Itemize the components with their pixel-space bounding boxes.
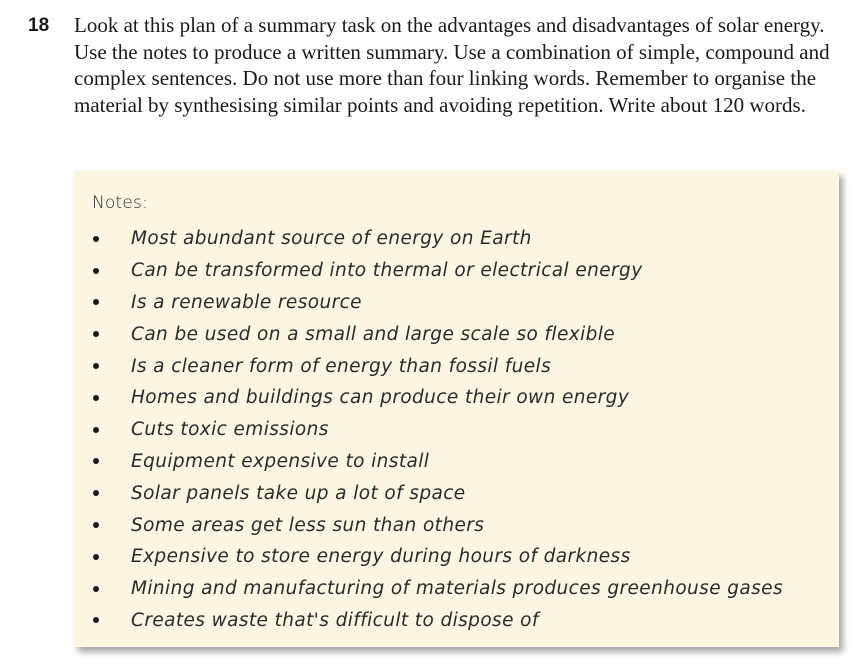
- bullet-icon: [93, 395, 99, 401]
- note-text: Creates waste that's difficult to dispose of: [131, 609, 539, 631]
- bullet-icon: [93, 236, 99, 242]
- bullet-icon: [93, 554, 99, 560]
- bullet-icon: [93, 617, 99, 623]
- list-item: [88, 255, 783, 287]
- bullet-icon: [93, 268, 99, 274]
- question-number: 18: [28, 15, 50, 36]
- notes-card: [74, 171, 839, 647]
- note-text: Some areas get less sun than others: [131, 514, 485, 536]
- list-item: [88, 605, 783, 637]
- note-text: Mining and manufacturing of materials produces greenhouse gases: [131, 578, 784, 600]
- bullet-icon: [93, 522, 99, 528]
- notes-list: [88, 223, 783, 636]
- note-text: Cuts toxic emissions: [131, 419, 329, 441]
- list-item: [88, 541, 783, 573]
- list-item: [88, 446, 783, 478]
- bullet-icon: [93, 586, 99, 592]
- question-instructions: Look at this plan of a summary task on the advantages and disadvantages of solar energy. Use the notes to produce a written summary. Use a combination of simple, compound and complex sentences. Do not use more than four linking words. Remember to organise the material by synthesising similar points and avoiding repetition. Write about 120 words.: [74, 13, 830, 117]
- note-text: Is a cleaner form of energy than fossil fuels: [131, 355, 552, 377]
- notes-heading: Notes:: [92, 193, 149, 213]
- list-item: [88, 287, 783, 319]
- list-item: [88, 573, 783, 605]
- bullet-icon: [93, 490, 99, 496]
- bullet-icon: [93, 458, 99, 464]
- list-item: [88, 223, 783, 255]
- note-text: Expensive to store energy during hours of darkness: [131, 546, 631, 568]
- list-item: [88, 318, 783, 350]
- note-text: Homes and buildings can produce their own energy: [131, 387, 630, 409]
- note-text: Most abundant source of energy on Earth: [131, 228, 532, 250]
- bullet-icon: [93, 363, 99, 369]
- note-text: Can be used on a small and large scale so flexible: [131, 323, 616, 345]
- note-text: Equipment expensive to install: [131, 450, 430, 472]
- bullet-icon: [93, 427, 99, 433]
- list-item: [88, 414, 783, 446]
- bullet-icon: [93, 331, 99, 337]
- note-text: Solar panels take up a lot of space: [131, 482, 466, 504]
- list-item: [88, 509, 783, 541]
- note-text: Is a renewable resource: [131, 291, 362, 313]
- list-item: [88, 477, 783, 509]
- bullet-icon: [93, 299, 99, 305]
- list-item: [88, 382, 783, 414]
- list-item: [88, 350, 783, 382]
- note-text: Can be transformed into thermal or electrical energy: [131, 260, 643, 282]
